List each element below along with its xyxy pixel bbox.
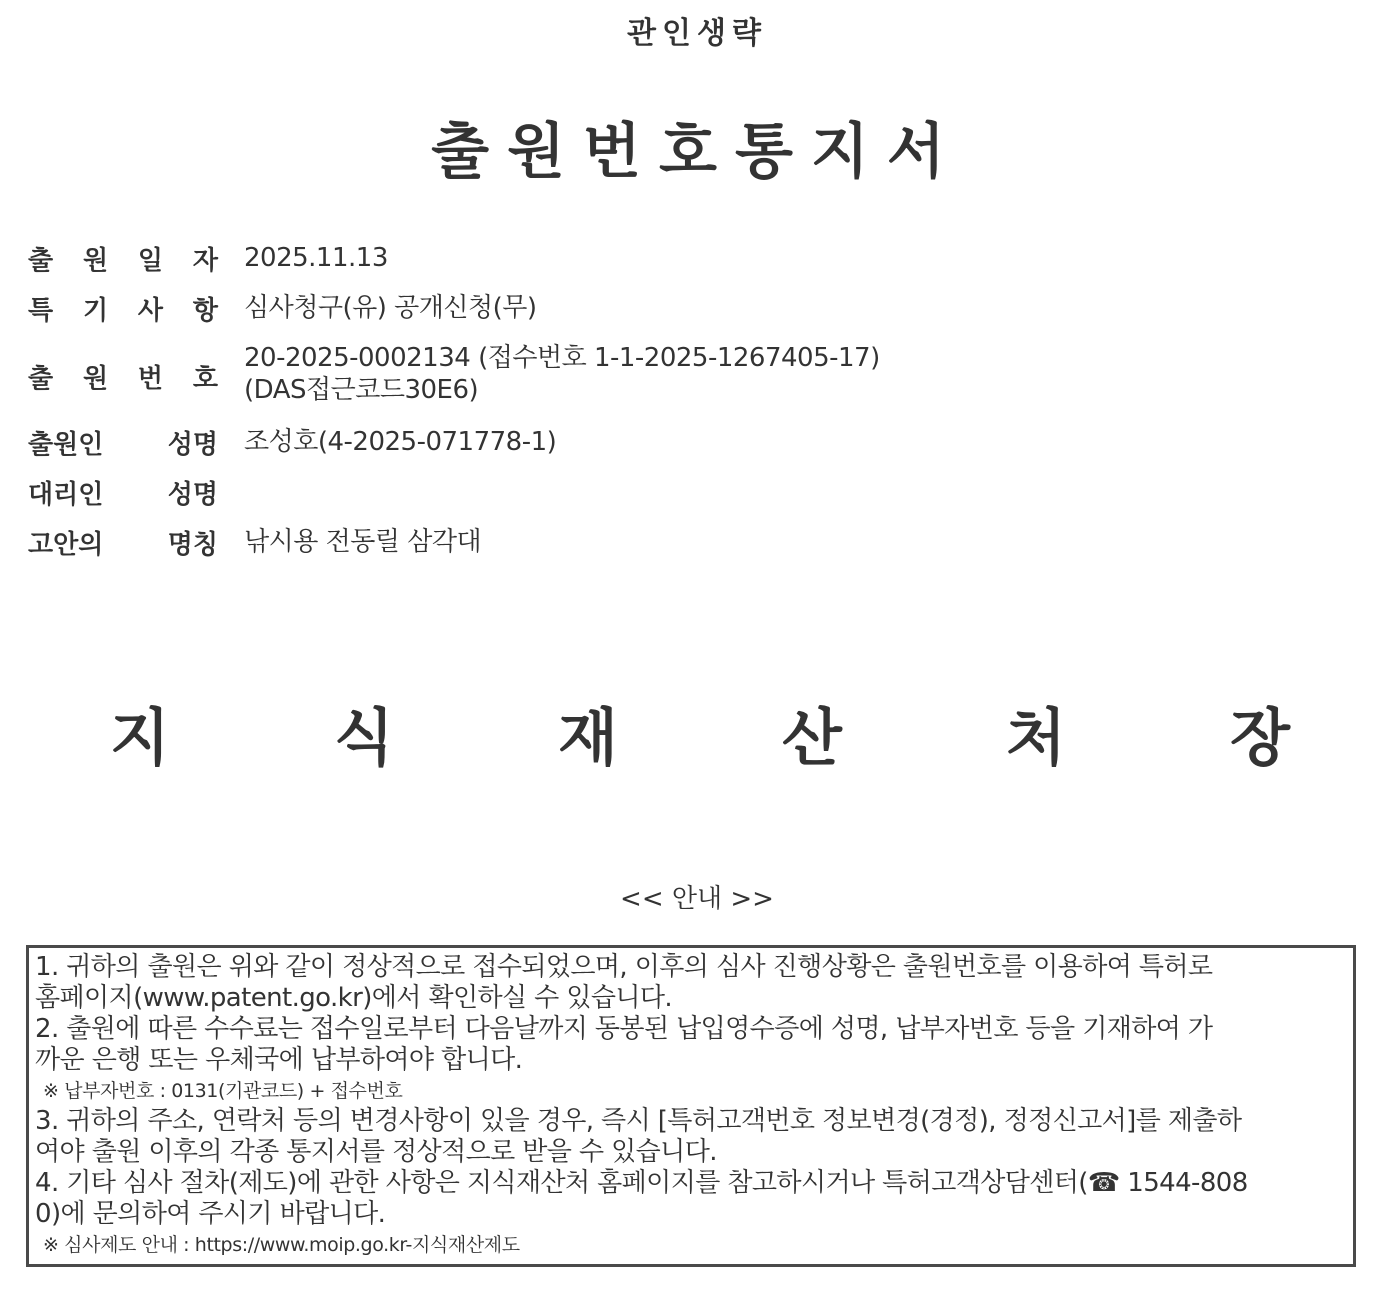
notice-box	[26, 945, 1356, 1267]
value-line: 심사청구(유) 공개신청(무)	[244, 293, 537, 323]
value-line: 20-2025-0002134 (접수번호 1-1-2025-1267405-17)	[244, 343, 880, 373]
notice-line: 1. 귀하의 출원은 위와 같이 정상적으로 접수되었으며, 이후의 심사 진행상황은 출원번호를 이용하여 특허로	[35, 952, 1213, 982]
notice-footnote: ※ 심사제도 안내 : https://www.moip.go.kr-지식재산제도	[43, 1234, 520, 1256]
field-value-device-title	[244, 526, 481, 558]
issuer-char: 장	[1230, 701, 1290, 774]
notice-line: 홈페이지(www.patent.go.kr)에서 확인하실 수 있습니다.	[35, 983, 673, 1013]
notice-line: 4. 기타 심사 절차(제도)에 관한 사항은 지식재산처 홈페이지를 참고하시거나 특허고객상담센터(☎ 1544-808	[35, 1168, 1248, 1198]
field-label-device-title	[28, 524, 218, 561]
issuer-char: 처	[1006, 701, 1066, 774]
label-word: 명칭	[167, 530, 218, 560]
field-value-filing-date	[244, 242, 388, 274]
notice-footnote: ※ 납부자번호 : 0131(기관코드) + 접수번호	[43, 1080, 403, 1102]
label-char: 자	[192, 246, 218, 276]
label-char: 사	[137, 296, 164, 326]
field-label-agent-name	[28, 474, 218, 511]
field-value-application-number	[244, 342, 880, 406]
value-line: 낚시용 전동릴 삼각대	[244, 527, 482, 557]
label-word: 대리인	[28, 480, 104, 510]
notice-line: 2. 출원에 따른 수수료는 접수일로부터 다음날까지 동봉된 납입영수증에 성명, 납부자번호 등을 기재하여 가	[35, 1014, 1213, 1044]
label-char: 원	[82, 246, 109, 276]
value-line: 2025.11.13	[244, 243, 388, 273]
value-line: 조성호(4-2025-071778-1)	[244, 427, 557, 457]
field-label-special-notes	[28, 290, 218, 327]
document-title: 출원번호통지서	[431, 117, 963, 187]
label-char: 원	[82, 364, 109, 394]
field-value-applicant-name	[244, 426, 556, 458]
notice-line: 3. 귀하의 주소, 연락처 등의 변경사항이 있을 경우, 즉시 [특허고객번호 정보변경(경정), 정정신고서]를 제출하	[35, 1106, 1242, 1136]
field-label-filing-date	[28, 240, 218, 277]
label-word: 출원인	[28, 430, 104, 460]
issuer-char: 식	[334, 701, 394, 774]
issuer-char: 재	[558, 701, 618, 774]
issuer-char: 산	[782, 701, 842, 774]
label-char: 일	[137, 246, 164, 276]
label-char: 항	[192, 296, 218, 326]
issuer-char: 지	[110, 701, 170, 774]
label-word: 성명	[167, 480, 218, 510]
notice-heading: << 안내 >>	[620, 884, 774, 914]
value-line: (DAS접근코드30E6)	[244, 375, 479, 405]
field-value-special-notes	[244, 292, 537, 324]
field-label-application-number	[28, 358, 218, 395]
label-char: 번	[137, 364, 164, 394]
seal-omitted-label: 관인생략	[627, 16, 767, 51]
label-char: 출	[28, 364, 54, 394]
field-label-applicant-name	[28, 424, 218, 461]
notice-line: 0)에 문의하여 주시기 바랍니다.	[35, 1199, 386, 1229]
label-char: 기	[82, 296, 109, 326]
label-word: 고안의	[28, 530, 104, 560]
label-word: 성명	[167, 430, 218, 460]
notice-line: 여야 출원 이후의 각종 통지서를 정상적으로 받을 수 있습니다.	[35, 1137, 717, 1167]
label-char: 출	[28, 246, 54, 276]
label-char: 호	[192, 364, 218, 394]
label-char: 특	[28, 296, 54, 326]
issuer-commissioner	[110, 688, 1290, 777]
notice-line: 까운 은행 또는 우체국에 납부하여야 합니다.	[35, 1045, 523, 1075]
